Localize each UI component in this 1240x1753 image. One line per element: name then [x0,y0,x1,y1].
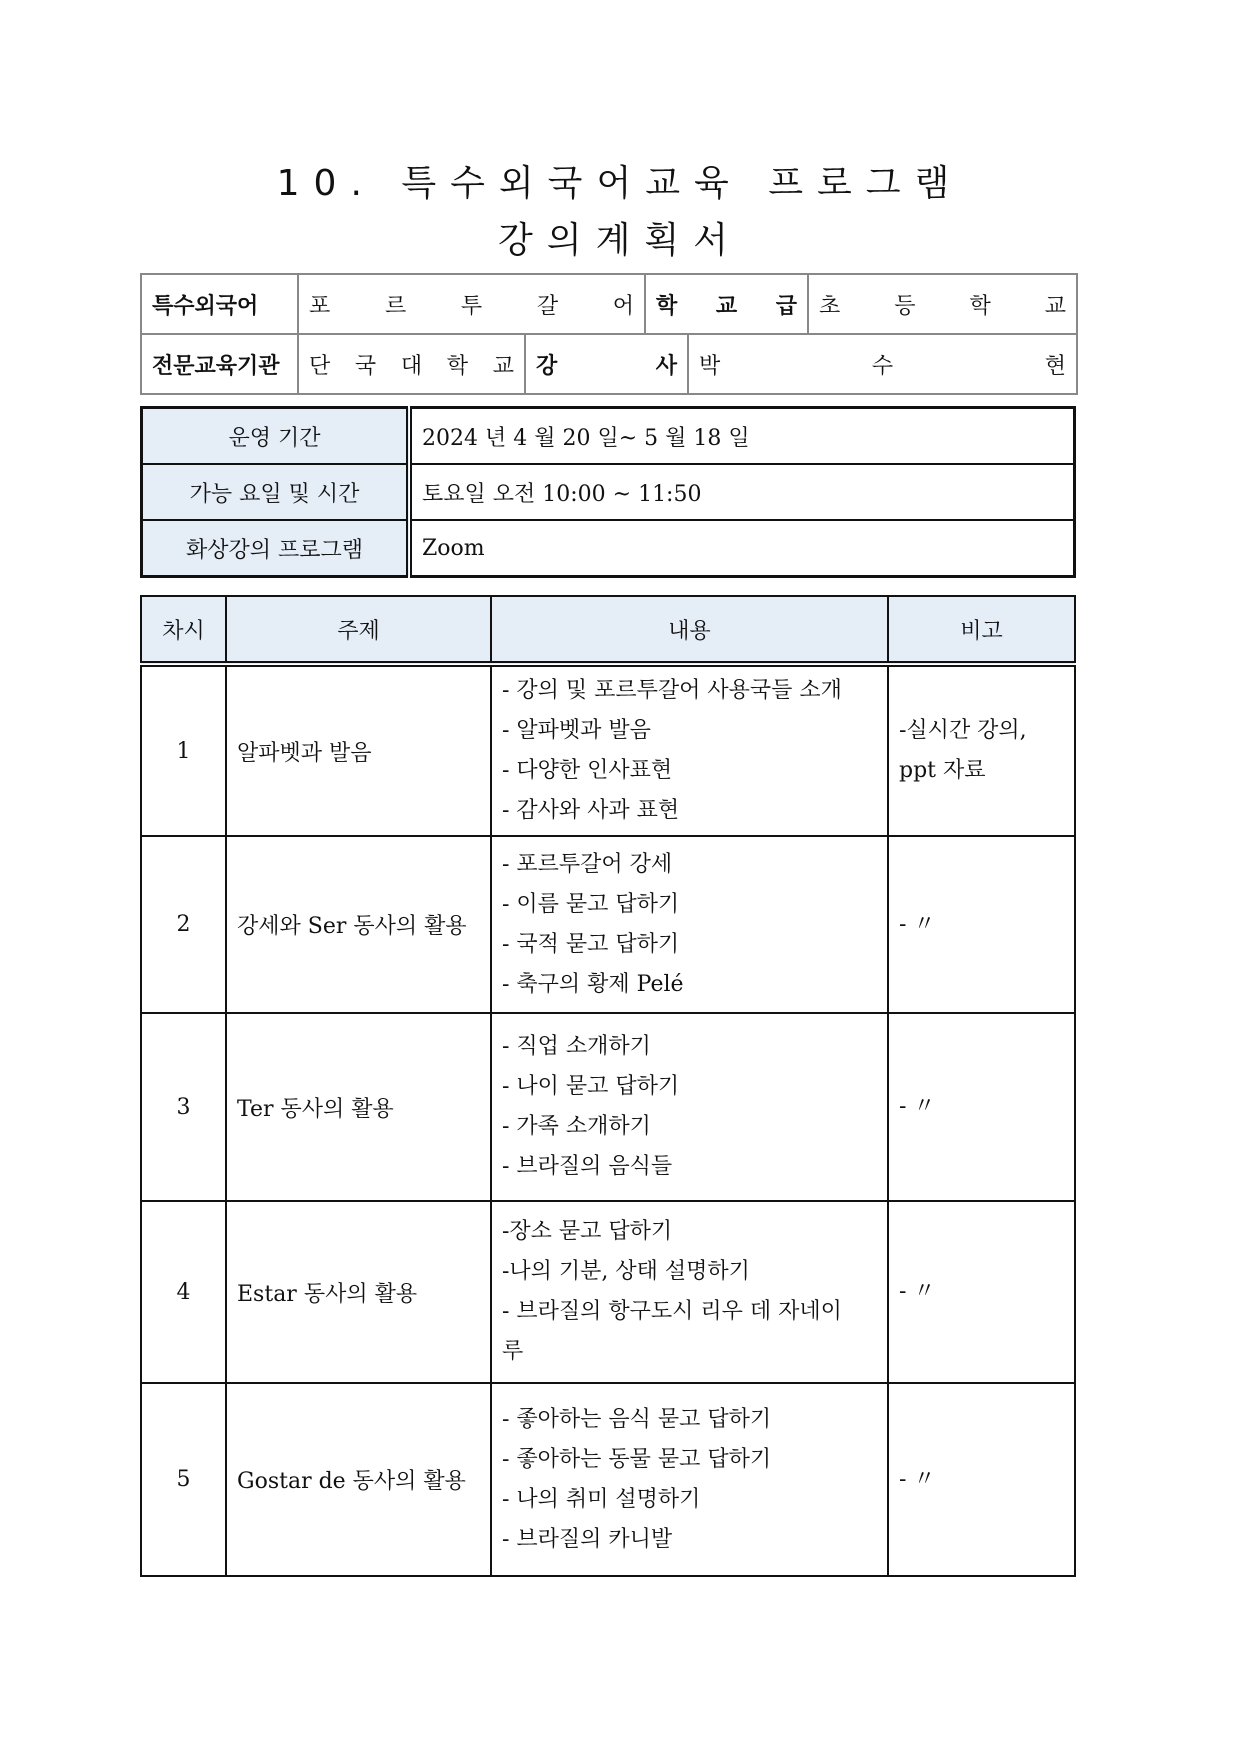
table-row [141,836,1075,1013]
document-subtitle: 강의계획서 [498,220,742,261]
char: 강 [536,353,558,379]
content-line: - 감사와 사과 표현 [502,798,680,823]
content-line: -나의 기분, 상태 설명하기 [502,1259,750,1284]
char: 학 [446,353,469,379]
course-info-table [140,273,1078,395]
lesson-plan-table [140,595,1076,1577]
school-level-label [656,289,797,320]
note-line: ppt 자료 [899,758,986,783]
session-note [888,1201,1075,1383]
char: 등 [894,293,916,319]
language-label: 특수외국어 [141,274,298,334]
session-note [888,664,1075,836]
char: 교 [1044,293,1066,319]
table-row [141,664,1075,836]
session-number: 2 [141,836,226,1013]
note-line: -실시간 강의, [899,718,1027,743]
session-topic: 알파벳과 발음 [226,664,491,836]
char: 르 [384,293,407,319]
char: 대 [400,353,423,379]
institution-label: 전문교육기관 [141,334,298,394]
table-row [141,1013,1075,1201]
content-line: - 좋아하는 동물 묻고 답하기 [502,1446,772,1472]
content-line: 루 [502,1339,524,1364]
content-line: - 브라질의 음식들 [502,1154,673,1179]
session-number: 5 [141,1383,226,1576]
content-line: - 강의 및 포르투갈어 사용국들 소개 [502,678,842,703]
session-topic: Estar 동사의 활용 [226,1201,491,1383]
institution-value [309,349,514,380]
instructor-label [536,349,677,380]
session-note [888,1013,1075,1201]
char: 현 [1044,353,1067,379]
program-label: 화상강의 프로그램 [142,520,410,577]
char: 교 [715,293,738,319]
char: 국 [354,353,377,379]
char: 학 [656,293,678,319]
session-content [491,664,888,836]
table-row [141,1383,1075,1576]
content-line: - 이름 묻고 답하기 [502,891,680,917]
char: 투 [460,293,483,319]
char: 교 [492,353,514,379]
content-line: - 가족 소개하기 [502,1114,651,1139]
content-line: - 좋아하는 음식 묻고 답하기 [502,1406,772,1432]
header-topic: 주제 [226,596,491,664]
session-content [491,1383,888,1576]
session-topic: Ter 동사의 활용 [226,1013,491,1201]
char: 급 [775,293,798,319]
note-line: - 〃 [899,1466,936,1492]
session-number: 4 [141,1201,226,1383]
content-line: -장소 묻고 답하기 [502,1219,673,1244]
content-line: - 포르투갈어 강세 [502,851,673,877]
content-line: - 나의 취미 설명하기 [502,1486,701,1512]
schedule-table [140,406,1076,578]
school-level-value [819,289,1066,320]
char: 박 [699,353,721,379]
session-note [888,1383,1075,1576]
instructor-value [699,349,1066,380]
session-topic: 강세와 Ser 동사의 활용 [226,836,491,1013]
content-line: - 국적 묻고 답하기 [502,931,680,957]
char: 어 [612,293,635,319]
char: 단 [309,353,331,379]
session-number: 3 [141,1013,226,1201]
note-line: - 〃 [899,911,936,937]
content-line: - 직업 소개하기 [502,1034,651,1059]
content-line: - 다양한 인사표현 [502,758,673,783]
char: 초 [819,293,841,319]
note-line: - 〃 [899,1094,936,1119]
content-line: - 나이 묻고 답하기 [502,1074,680,1099]
char: 사 [655,353,678,379]
session-content [491,1201,888,1383]
header-session: 차시 [141,596,226,664]
program-value: Zoom [409,520,1075,577]
session-number: 1 [141,664,226,836]
header-content: 내용 [491,596,888,664]
time-value: 토요일 오전 10:00 ~ 11:50 [409,464,1075,520]
session-note [888,836,1075,1013]
table-row [141,1201,1075,1383]
note-line: - 〃 [899,1279,936,1304]
session-content [491,836,888,1013]
document-title: 10. 특수외국어교육 프로그램 [276,163,964,204]
period-label: 운영 기간 [142,408,410,465]
content-line: - 브라질의 항구도시 리우 데 자네이 [502,1299,842,1324]
content-line: - 브라질의 카니발 [502,1526,673,1552]
char: 수 [871,353,894,379]
period-value: 2024 년 4 월 20 일~ 5 월 18 일 [409,408,1075,465]
language-value [309,289,634,320]
char: 학 [969,293,991,319]
char: 갈 [536,293,559,319]
content-line: - 알파벳과 발음 [502,718,651,743]
session-content [491,1013,888,1201]
time-label: 가능 요일 및 시간 [142,464,410,520]
char: 포 [309,293,331,319]
session-topic: Gostar de 동사의 활용 [226,1383,491,1576]
content-line: - 축구의 황제 Pelé [502,971,684,997]
header-note: 비고 [888,596,1075,664]
